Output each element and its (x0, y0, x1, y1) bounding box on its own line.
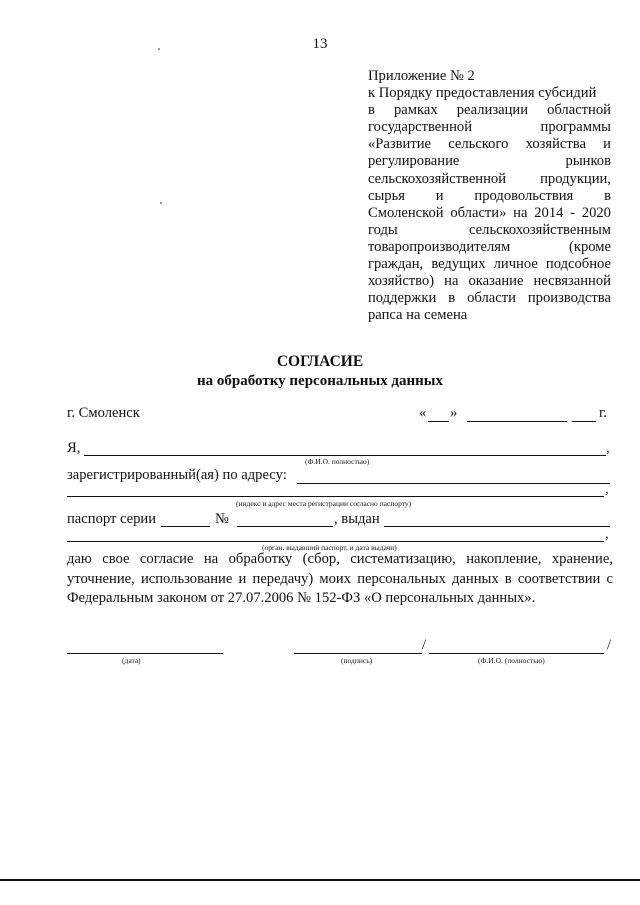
date-close-quote: » (450, 405, 458, 421)
appendix-word: продовольствия (474, 187, 574, 204)
appendix-line: к Порядку предоставления субсидий (368, 85, 597, 102)
appendix-line (368, 136, 611, 153)
appendix-word: несвязанной (533, 273, 611, 290)
comma: , (605, 526, 609, 542)
appendix-line (368, 222, 611, 239)
address-field[interactable] (297, 483, 610, 484)
consent-text: даю свое согласие на обработку (сбор, систематизацию, накопление, хранение, уточнение, использование и передачу) моих персональных данных в соответствии с Федеральным законом от 27.07.2006 № 152-ФЗ «О персональных данных». (67, 551, 613, 606)
number-sign: № (215, 511, 229, 527)
appendix-line (368, 290, 611, 307)
address-label: зарегистрированный(ая) по адресу: (67, 467, 287, 483)
appendix-line (368, 188, 611, 205)
appendix-word: на (444, 273, 459, 290)
date-open-quote: « (419, 405, 427, 421)
appendix-line (368, 171, 611, 188)
appendix-line (368, 102, 611, 119)
year-field[interactable] (572, 421, 596, 422)
document-title: СОГЛАСИЕ (276, 353, 364, 370)
appendix-line: Приложение № 2 (368, 68, 475, 84)
appendix-block (368, 68, 611, 324)
footer-rule (0, 879, 640, 881)
appendix-word: 2020 (581, 204, 611, 221)
appendix-word: рамках (393, 102, 438, 119)
appendix-word: «Развитие (368, 136, 432, 153)
passport-number-field[interactable] (237, 526, 333, 527)
appendix-word: сырья (368, 187, 405, 204)
appendix-word: области» (450, 204, 507, 221)
issuer-caption: (орган, выдавший паспорт, и дата выдачи) (262, 543, 397, 552)
appendix-line (368, 153, 611, 170)
name-field[interactable] (429, 653, 604, 654)
full-name-caption: (Ф.И.О. полностью) (305, 457, 370, 466)
document-subtitle: на обработку персональных данных (197, 373, 443, 389)
issued-label: , выдан (334, 511, 380, 527)
appendix-word: годы (368, 221, 398, 238)
appendix-word: - (570, 204, 576, 221)
name-caption: (Ф.И.О. (полностью) (478, 656, 545, 665)
signature-field[interactable] (294, 653, 422, 654)
appendix-word: граждан, (368, 256, 424, 273)
appendix-word: регулирование (368, 153, 460, 170)
appendix-word: в (368, 102, 375, 119)
appendix-word: личное (493, 256, 538, 273)
appendix-line (368, 205, 611, 222)
appendix-word: хозяйство) (368, 273, 435, 290)
appendix-word: и (603, 136, 611, 153)
appendix-word: сельского (448, 136, 509, 153)
month-field[interactable] (467, 421, 567, 422)
appendix-word: ведущих (431, 256, 486, 273)
passport-series-field[interactable] (161, 526, 210, 527)
signature-caption: (подпись) (341, 656, 373, 665)
date-field[interactable] (67, 653, 223, 654)
appendix-word: товаропроизводителям (368, 238, 511, 255)
ya-label: Я, (67, 440, 81, 456)
appendix-word: областной (547, 102, 611, 119)
full-name-field[interactable] (84, 455, 606, 456)
appendix-line (368, 239, 611, 256)
appendix-word: на (513, 204, 528, 221)
appendix-word: Смоленской (368, 204, 444, 221)
appendix-word: рынков (565, 153, 611, 170)
appendix-word: области (467, 290, 516, 307)
appendix-word: продукции, (540, 170, 611, 187)
appendix-word: и (435, 187, 444, 204)
issuer-field[interactable] (384, 526, 610, 527)
city-label: г. Смоленск (67, 405, 140, 421)
date-caption: (дата) (122, 656, 141, 665)
issuer-field-2[interactable] (67, 541, 604, 542)
appendix-word: в (448, 290, 456, 307)
appendix-line (368, 273, 611, 290)
day-field[interactable] (428, 421, 449, 422)
comma: , (606, 440, 610, 456)
page-number: 13 (312, 36, 328, 52)
appendix-line (368, 119, 611, 136)
appendix-word: реализации (456, 102, 529, 119)
address-caption: (индекс и адрес места регистрации согласно паспорту) (236, 499, 412, 508)
slash: / (607, 637, 612, 653)
appendix-word: программы (540, 119, 611, 136)
appendix-word: в (604, 187, 611, 204)
appendix-word: поддержки (368, 290, 437, 307)
appendix-word: производства (527, 290, 611, 307)
appendix-line (368, 256, 611, 273)
appendix-word: государственной (368, 119, 473, 136)
appendix-word: 2014 (534, 204, 564, 221)
appendix-word: подсобное (545, 256, 611, 273)
appendix-word: сельскохозяйственной (368, 170, 507, 187)
scan-speck (158, 48, 160, 50)
appendix-word: (кроме (569, 238, 611, 255)
appendix-line: рапса на семена (368, 307, 468, 324)
address-field-2[interactable] (67, 496, 604, 497)
appendix-word: хозяйства (525, 136, 586, 153)
comma: , (605, 481, 609, 497)
scan-speck (160, 202, 162, 204)
year-suffix: г. (599, 405, 607, 421)
appendix-word: сельскохозяйственным (469, 221, 611, 238)
slash: / (422, 637, 427, 653)
appendix-word: оказание (468, 273, 524, 290)
passport-series-label: паспорт серии (67, 511, 157, 527)
